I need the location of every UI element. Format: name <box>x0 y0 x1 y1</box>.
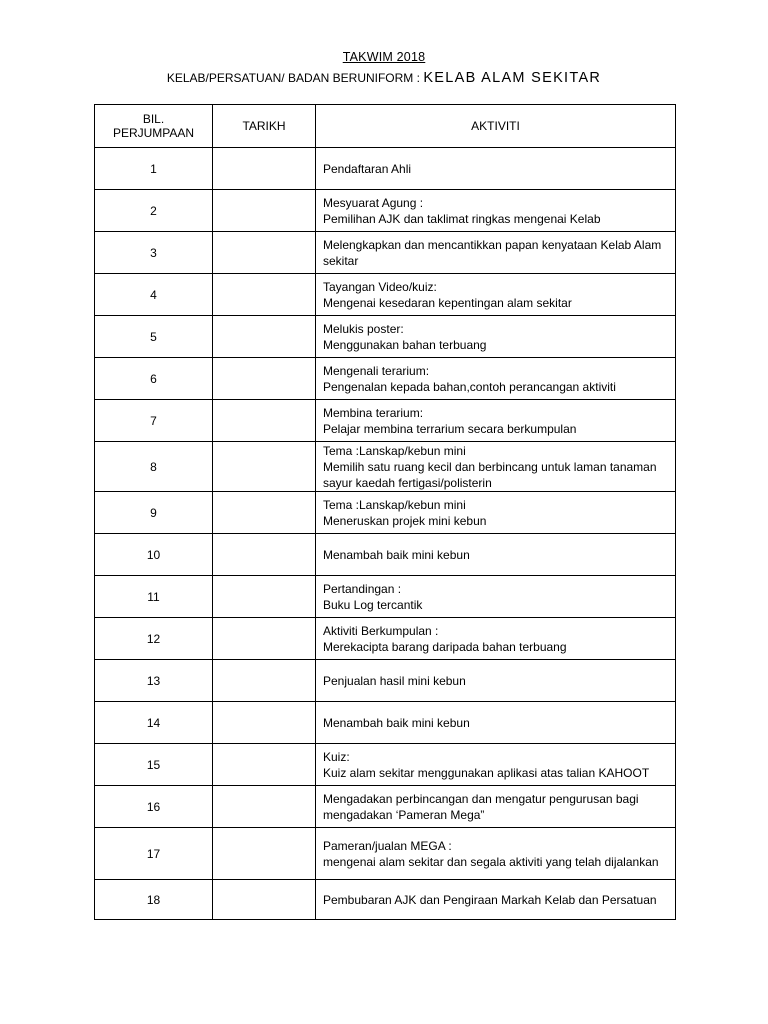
aktiviti-cell: Pembubaran AJK dan Pengiraan Markah Kelab dan Persatuan <box>316 880 676 920</box>
bil-cell: 18 <box>95 880 213 920</box>
table-row <box>95 190 676 232</box>
bil-cell: 9 <box>95 492 213 534</box>
tarikh-cell <box>213 358 316 400</box>
aktiviti-cell: Pertandingan : Buku Log tercantik <box>316 576 676 618</box>
tarikh-cell <box>213 534 316 576</box>
tarikh-cell <box>213 148 316 190</box>
table-row <box>95 232 676 274</box>
club-name: KELAB ALAM SEKITAR <box>423 70 602 86</box>
bil-cell: 11 <box>95 576 213 618</box>
aktiviti-cell: Membina terarium: Pelajar membina terrarium secara berkumpulan <box>316 400 676 442</box>
aktiviti-cell: Penjualan hasil mini kebun <box>316 660 676 702</box>
tarikh-cell <box>213 880 316 920</box>
tarikh-cell <box>213 316 316 358</box>
bil-cell: 7 <box>95 400 213 442</box>
tarikh-cell <box>213 786 316 828</box>
schedule-table <box>94 104 676 920</box>
tarikh-cell <box>213 828 316 880</box>
bil-cell: 13 <box>95 660 213 702</box>
table-row <box>95 148 676 190</box>
aktiviti-cell: Aktiviti Berkumpulan : Merekacipta barang daripada bahan terbuang <box>316 618 676 660</box>
aktiviti-cell: Tema :Lanskap/kebun mini Memilih satu ruang kecil dan berbincang untuk laman tanaman sayur kaedah fertigasi/polisterin <box>316 442 676 492</box>
aktiviti-cell: Menambah baik mini kebun <box>316 702 676 744</box>
table-row <box>95 828 676 880</box>
document-title: TAKWIM 2018 <box>342 50 426 64</box>
bil-cell: 4 <box>95 274 213 316</box>
bil-cell: 14 <box>95 702 213 744</box>
bil-cell: 15 <box>95 744 213 786</box>
bil-cell: 16 <box>95 786 213 828</box>
aktiviti-cell: Mengenali terarium: Pengenalan kepada bahan,contoh perancangan aktiviti <box>316 358 676 400</box>
table-row <box>95 702 676 744</box>
table-row <box>95 316 676 358</box>
header-tarikh: TARIKH <box>213 105 316 148</box>
aktiviti-cell: Tema :Lanskap/kebun mini Meneruskan projek mini kebun <box>316 492 676 534</box>
bil-cell: 17 <box>95 828 213 880</box>
aktiviti-cell: Mesyuarat Agung : Pemilihan AJK dan taklimat ringkas mengenai Kelab <box>316 190 676 232</box>
document-subtitle <box>0 70 768 86</box>
aktiviti-cell: Pameran/jualan MEGA : mengenai alam sekitar dan segala aktiviti yang telah dijalankan <box>316 828 676 880</box>
aktiviti-cell: Menambah baik mini kebun <box>316 534 676 576</box>
table-row <box>95 534 676 576</box>
bil-cell: 3 <box>95 232 213 274</box>
table-row <box>95 880 676 920</box>
table-row <box>95 400 676 442</box>
subtitle-prefix: KELAB/PERSATUAN/ BADAN BERUNIFORM : <box>166 71 420 85</box>
header-bil: BIL. PERJUMPAAN <box>95 105 213 148</box>
table-row <box>95 358 676 400</box>
tarikh-cell <box>213 660 316 702</box>
table-row <box>95 660 676 702</box>
tarikh-cell <box>213 274 316 316</box>
header-aktiviti: AKTIVITI <box>316 105 676 148</box>
aktiviti-cell: Pendaftaran Ahli <box>316 148 676 190</box>
table-header-row <box>95 105 676 148</box>
tarikh-cell <box>213 232 316 274</box>
aktiviti-cell: Melengkapkan dan mencantikkan papan kenyataan Kelab Alam sekitar <box>316 232 676 274</box>
tarikh-cell <box>213 442 316 492</box>
table-row <box>95 744 676 786</box>
aktiviti-cell: Tayangan Video/kuiz: Mengenai kesedaran kepentingan alam sekitar <box>316 274 676 316</box>
tarikh-cell <box>213 576 316 618</box>
aktiviti-cell: Kuiz: Kuiz alam sekitar menggunakan aplikasi atas talian KAHOOT <box>316 744 676 786</box>
aktiviti-cell: Mengadakan perbincangan dan mengatur pengurusan bagi mengadakan ‘Pameran Mega” <box>316 786 676 828</box>
tarikh-cell <box>213 702 316 744</box>
tarikh-cell <box>213 400 316 442</box>
bil-cell: 5 <box>95 316 213 358</box>
aktiviti-cell: Melukis poster: Menggunakan bahan terbuang <box>316 316 676 358</box>
bil-cell: 1 <box>95 148 213 190</box>
tarikh-cell <box>213 492 316 534</box>
tarikh-cell <box>213 618 316 660</box>
bil-cell: 8 <box>95 442 213 492</box>
bil-cell: 12 <box>95 618 213 660</box>
table-row <box>95 786 676 828</box>
bil-cell: 6 <box>95 358 213 400</box>
table-row <box>95 492 676 534</box>
table-row <box>95 274 676 316</box>
table-row <box>95 442 676 492</box>
bil-cell: 10 <box>95 534 213 576</box>
tarikh-cell <box>213 744 316 786</box>
tarikh-cell <box>213 190 316 232</box>
table-row <box>95 618 676 660</box>
bil-cell: 2 <box>95 190 213 232</box>
table-row <box>95 576 676 618</box>
